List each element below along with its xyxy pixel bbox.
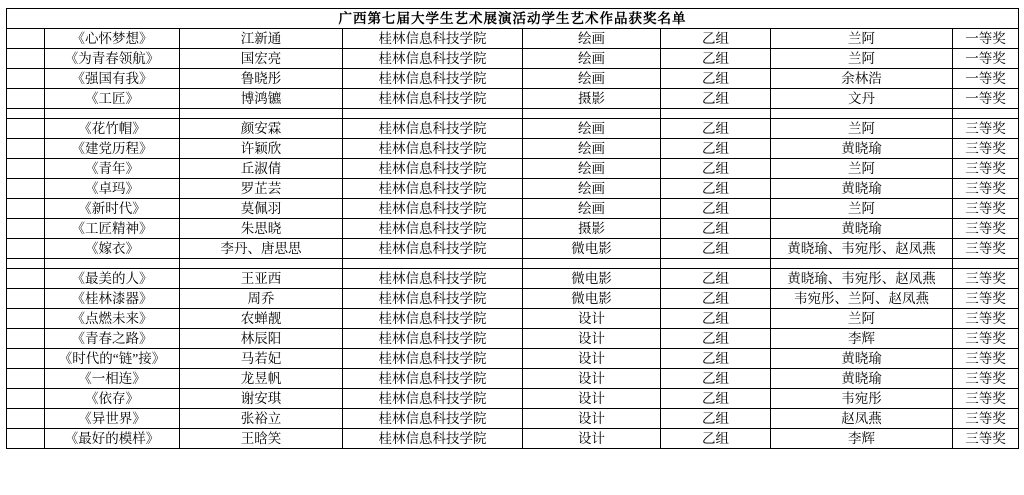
author-cell: 龙昱帆 [180,369,343,389]
teacher-cell: 李辉 [771,429,953,449]
school-cell: 桂林信息科技学院 [343,29,523,49]
work-name-cell: 《青春之路》 [45,329,180,349]
teacher-cell: 黄晓瑜 [771,139,953,159]
spacer-cell [45,259,180,269]
author-cell: 农蝉靓 [180,309,343,329]
table-row [7,369,1019,389]
author-cell: 博鸿镳 [180,89,343,109]
category-cell: 微电影 [523,239,661,259]
work-name-cell: 《青年》 [45,159,180,179]
category-cell: 设计 [523,309,661,329]
author-cell: 周乔 [180,289,343,309]
index-cell [7,69,45,89]
teacher-cell: 赵凤燕 [771,409,953,429]
author-cell: 莫佩羽 [180,199,343,219]
spacer-cell [953,109,1019,119]
spacer-cell [953,259,1019,269]
index-cell [7,369,45,389]
category-cell: 摄影 [523,89,661,109]
work-name-cell: 《新时代》 [45,199,180,219]
spacer-cell [771,109,953,119]
school-cell: 桂林信息科技学院 [343,289,523,309]
award-cell: 一等奖 [953,29,1019,49]
table-row [7,69,1019,89]
school-cell: 桂林信息科技学院 [343,429,523,449]
school-cell: 桂林信息科技学院 [343,89,523,109]
school-cell: 桂林信息科技学院 [343,179,523,199]
group-cell: 乙组 [661,369,771,389]
index-cell [7,199,45,219]
award-cell: 一等奖 [953,69,1019,89]
index-cell [7,239,45,259]
school-cell: 桂林信息科技学院 [343,409,523,429]
author-cell: 丘淑倩 [180,159,343,179]
school-cell: 桂林信息科技学院 [343,119,523,139]
table-row [7,139,1019,159]
work-name-cell: 《工匠精神》 [45,219,180,239]
table-row [7,179,1019,199]
work-name-cell: 《桂林漆器》 [45,289,180,309]
group-cell: 乙组 [661,329,771,349]
category-cell: 设计 [523,369,661,389]
table-row [7,119,1019,139]
author-cell: 朱思晓 [180,219,343,239]
table-row [7,389,1019,409]
school-cell: 桂林信息科技学院 [343,199,523,219]
teacher-cell: 韦宛彤、兰阿、赵凤燕 [771,289,953,309]
award-cell: 三等奖 [953,329,1019,349]
index-cell [7,179,45,199]
work-name-cell: 《一相连》 [45,369,180,389]
table-row [7,409,1019,429]
award-cell: 三等奖 [953,349,1019,369]
index-cell [7,89,45,109]
group-cell: 乙组 [661,219,771,239]
group-cell: 乙组 [661,389,771,409]
teacher-cell: 余林浩 [771,69,953,89]
index-cell [7,219,45,239]
school-cell: 桂林信息科技学院 [343,219,523,239]
category-cell: 设计 [523,329,661,349]
work-name-cell: 《异世界》 [45,409,180,429]
school-cell: 桂林信息科技学院 [343,69,523,89]
award-list-table [6,8,1019,449]
author-cell: 江新通 [180,29,343,49]
award-cell: 三等奖 [953,409,1019,429]
category-cell: 绘画 [523,119,661,139]
spacer-cell [7,259,45,269]
table-spacer-row [7,109,1019,119]
index-cell [7,159,45,179]
group-cell: 乙组 [661,49,771,69]
work-name-cell: 《最美的人》 [45,269,180,289]
table-row [7,199,1019,219]
award-cell: 三等奖 [953,159,1019,179]
table-spacer-row [7,259,1019,269]
table-body [7,9,1019,29]
category-cell: 绘画 [523,29,661,49]
work-name-cell: 《工匠》 [45,89,180,109]
category-cell: 设计 [523,409,661,429]
index-cell [7,329,45,349]
award-cell: 三等奖 [953,289,1019,309]
school-cell: 桂林信息科技学院 [343,139,523,159]
index-cell [7,349,45,369]
award-cell: 三等奖 [953,429,1019,449]
group-cell: 乙组 [661,239,771,259]
author-cell: 王晗笑 [180,429,343,449]
teacher-cell: 黄晓瑜 [771,219,953,239]
spacer-cell [343,109,523,119]
spacer-cell [523,109,661,119]
work-name-cell: 《心怀梦想》 [45,29,180,49]
author-cell: 王亚西 [180,269,343,289]
award-cell: 三等奖 [953,219,1019,239]
category-cell: 微电影 [523,269,661,289]
school-cell: 桂林信息科技学院 [343,369,523,389]
author-cell: 罗芷芸 [180,179,343,199]
award-cell: 三等奖 [953,389,1019,409]
work-name-cell: 《建党历程》 [45,139,180,159]
index-cell [7,49,45,69]
spacer-cell [180,259,343,269]
table-row [7,219,1019,239]
index-cell [7,429,45,449]
table-row [7,329,1019,349]
school-cell: 桂林信息科技学院 [343,239,523,259]
author-cell: 颜安霖 [180,119,343,139]
page-title: 广西第七届大学生艺术展演活动学生艺术作品获奖名单 [7,9,1019,29]
index-cell [7,139,45,159]
school-cell: 桂林信息科技学院 [343,349,523,369]
work-name-cell: 《卓玛》 [45,179,180,199]
author-cell: 国宏亮 [180,49,343,69]
table-row [7,429,1019,449]
work-name-cell: 《点燃未来》 [45,309,180,329]
author-cell: 马若妃 [180,349,343,369]
index-cell [7,309,45,329]
award-cell: 三等奖 [953,369,1019,389]
group-cell: 乙组 [661,179,771,199]
index-cell [7,119,45,139]
group-cell: 乙组 [661,119,771,139]
award-cell: 一等奖 [953,49,1019,69]
category-cell: 绘画 [523,179,661,199]
table-row [7,309,1019,329]
category-cell: 绘画 [523,159,661,179]
teacher-cell: 韦宛彤 [771,389,953,409]
group-cell: 乙组 [661,199,771,219]
category-cell: 设计 [523,389,661,409]
table-row [7,349,1019,369]
award-cell: 三等奖 [953,269,1019,289]
table-row [7,29,1019,49]
award-cell: 三等奖 [953,139,1019,159]
spacer-cell [343,259,523,269]
award-cell: 三等奖 [953,199,1019,219]
author-cell: 谢安琪 [180,389,343,409]
spacer-cell [523,259,661,269]
work-name-cell: 《依存》 [45,389,180,409]
teacher-cell: 兰阿 [771,309,953,329]
award-cell: 三等奖 [953,119,1019,139]
index-cell [7,289,45,309]
index-cell [7,409,45,429]
group-cell: 乙组 [661,409,771,429]
group-cell: 乙组 [661,139,771,159]
group-cell: 乙组 [661,309,771,329]
group-cell: 乙组 [661,29,771,49]
table-row [7,269,1019,289]
award-cell: 三等奖 [953,179,1019,199]
school-cell: 桂林信息科技学院 [343,389,523,409]
author-cell: 林辰阳 [180,329,343,349]
teacher-cell: 黄晓瑜 [771,349,953,369]
group-cell: 乙组 [661,289,771,309]
school-cell: 桂林信息科技学院 [343,49,523,69]
group-cell: 乙组 [661,429,771,449]
group-cell: 乙组 [661,159,771,179]
work-name-cell: 《强国有我》 [45,69,180,89]
title-row [7,9,1019,29]
work-name-cell: 《花竹帽》 [45,119,180,139]
table-row [7,89,1019,109]
school-cell: 桂林信息科技学院 [343,309,523,329]
teacher-cell: 兰阿 [771,159,953,179]
teacher-cell: 兰阿 [771,29,953,49]
teacher-cell: 兰阿 [771,199,953,219]
school-cell: 桂林信息科技学院 [343,329,523,349]
table-rows [7,29,1019,449]
group-cell: 乙组 [661,69,771,89]
category-cell: 绘画 [523,199,661,219]
category-cell: 摄影 [523,219,661,239]
award-cell: 三等奖 [953,239,1019,259]
table-row [7,49,1019,69]
spacer-cell [45,109,180,119]
category-cell: 绘画 [523,49,661,69]
group-cell: 乙组 [661,89,771,109]
index-cell [7,29,45,49]
table-row [7,239,1019,259]
teacher-cell: 李辉 [771,329,953,349]
school-cell: 桂林信息科技学院 [343,269,523,289]
category-cell: 绘画 [523,139,661,159]
teacher-cell: 兰阿 [771,119,953,139]
spacer-cell [180,109,343,119]
group-cell: 乙组 [661,269,771,289]
teacher-cell: 黄晓瑜、韦宛彤、赵凤燕 [771,269,953,289]
spacer-cell [661,259,771,269]
author-cell: 许颖欣 [180,139,343,159]
work-name-cell: 《最好的模样》 [45,429,180,449]
award-cell: 三等奖 [953,309,1019,329]
work-name-cell: 《时代的“链”接》 [45,349,180,369]
teacher-cell: 文丹 [771,89,953,109]
teacher-cell: 黄晓瑜 [771,369,953,389]
category-cell: 微电影 [523,289,661,309]
teacher-cell: 黄晓瑜、韦宛彤、赵凤燕 [771,239,953,259]
spacer-cell [771,259,953,269]
author-cell: 张裕立 [180,409,343,429]
spacer-cell [7,109,45,119]
group-cell: 乙组 [661,349,771,369]
author-cell: 鲁晓彤 [180,69,343,89]
table-row [7,289,1019,309]
teacher-cell: 兰阿 [771,49,953,69]
category-cell: 设计 [523,349,661,369]
category-cell: 绘画 [523,69,661,89]
category-cell: 设计 [523,429,661,449]
index-cell [7,269,45,289]
spacer-cell [661,109,771,119]
work-name-cell: 《嫁衣》 [45,239,180,259]
teacher-cell: 黄晓瑜 [771,179,953,199]
table-row [7,159,1019,179]
author-cell: 李丹、唐思思 [180,239,343,259]
school-cell: 桂林信息科技学院 [343,159,523,179]
award-cell: 一等奖 [953,89,1019,109]
index-cell [7,389,45,409]
work-name-cell: 《为青春领航》 [45,49,180,69]
